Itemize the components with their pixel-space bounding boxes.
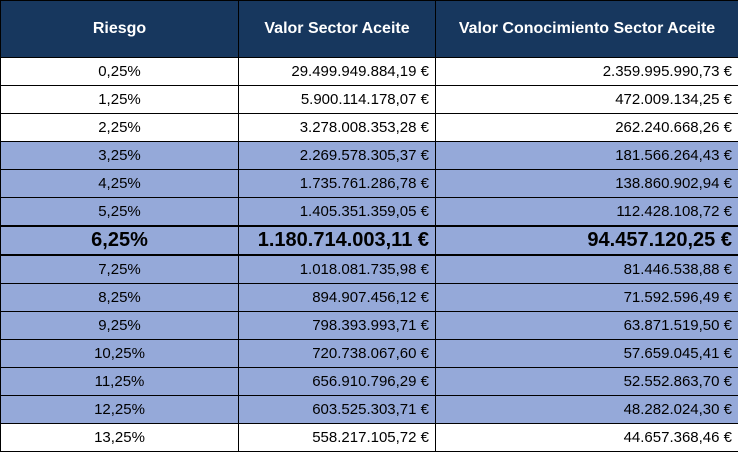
valor-conocimiento-cell: 181.566.264,43 € <box>436 142 738 170</box>
table-row <box>1 58 738 86</box>
valor-sector-cell: 1.180.714.003,11 € <box>239 226 436 255</box>
valor-conocimiento-cell: 44.657.368,46 € <box>436 424 738 452</box>
table-row <box>1 170 738 198</box>
valor-sector-cell: 656.910.796,29 € <box>239 368 436 396</box>
table-row <box>1 340 738 368</box>
riesgo-cell: 13,25% <box>1 424 239 452</box>
valor-sector-cell: 720.738.067,60 € <box>239 340 436 368</box>
table-row <box>1 284 738 312</box>
riesgo-cell: 7,25% <box>1 255 239 284</box>
header-valor-sector: Valor Sector Aceite <box>239 1 436 58</box>
riesgo-cell: 10,25% <box>1 340 239 368</box>
valor-sector-cell: 558.217.105,72 € <box>239 424 436 452</box>
valor-sector-cell: 603.525.303,71 € <box>239 396 436 424</box>
table-row <box>1 255 738 284</box>
riesgo-cell: 8,25% <box>1 284 239 312</box>
valor-sector-cell: 894.907.456,12 € <box>239 284 436 312</box>
table-row <box>1 424 738 452</box>
header-riesgo: Riesgo <box>1 1 239 58</box>
table-row <box>1 312 738 340</box>
table-row <box>1 142 738 170</box>
valor-conocimiento-cell: 2.359.995.990,73 € <box>436 58 738 86</box>
riesgo-cell: 4,25% <box>1 170 239 198</box>
highlighted-row <box>1 226 738 255</box>
valor-conocimiento-cell: 71.592.596,49 € <box>436 284 738 312</box>
riesgo-cell: 1,25% <box>1 86 239 114</box>
riesgo-cell: 9,25% <box>1 312 239 340</box>
valor-conocimiento-cell: 48.282.024,30 € <box>436 396 738 424</box>
table-row <box>1 198 738 227</box>
valor-conocimiento-cell: 81.446.538,88 € <box>436 255 738 284</box>
valor-sector-cell: 798.393.993,71 € <box>239 312 436 340</box>
valor-sector-cell: 1.018.081.735,98 € <box>239 255 436 284</box>
header-valor-conocimiento: Valor Conocimiento Sector Aceite <box>436 1 738 58</box>
valor-sector-cell: 2.269.578.305,37 € <box>239 142 436 170</box>
valor-conocimiento-cell: 112.428.108,72 € <box>436 198 738 227</box>
valor-conocimiento-cell: 94.457.120,25 € <box>436 226 738 255</box>
riesgo-cell: 11,25% <box>1 368 239 396</box>
valor-conocimiento-cell: 472.009.134,25 € <box>436 86 738 114</box>
valor-conocimiento-cell: 52.552.863,70 € <box>436 368 738 396</box>
valor-sector-cell: 1.735.761.286,78 € <box>239 170 436 198</box>
valor-conocimiento-cell: 138.860.902,94 € <box>436 170 738 198</box>
table-row <box>1 86 738 114</box>
riesgo-cell: 12,25% <box>1 396 239 424</box>
riesgo-cell: 3,25% <box>1 142 239 170</box>
header-row <box>1 1 738 58</box>
table-row <box>1 396 738 424</box>
valor-sector-cell: 29.499.949.884,19 € <box>239 58 436 86</box>
table-row <box>1 114 738 142</box>
riesgo-cell: 6,25% <box>1 226 239 255</box>
valor-conocimiento-cell: 262.240.668,26 € <box>436 114 738 142</box>
riesgo-cell: 5,25% <box>1 198 239 227</box>
table-row <box>1 368 738 396</box>
valor-conocimiento-cell: 63.871.519,50 € <box>436 312 738 340</box>
valor-sector-cell: 5.900.114.178,07 € <box>239 86 436 114</box>
valor-conocimiento-cell: 57.659.045,41 € <box>436 340 738 368</box>
riesgo-cell: 2,25% <box>1 114 239 142</box>
riesgo-cell: 0,25% <box>1 58 239 86</box>
valor-sector-cell: 3.278.008.353,28 € <box>239 114 436 142</box>
valor-sector-cell: 1.405.351.359,05 € <box>239 198 436 227</box>
